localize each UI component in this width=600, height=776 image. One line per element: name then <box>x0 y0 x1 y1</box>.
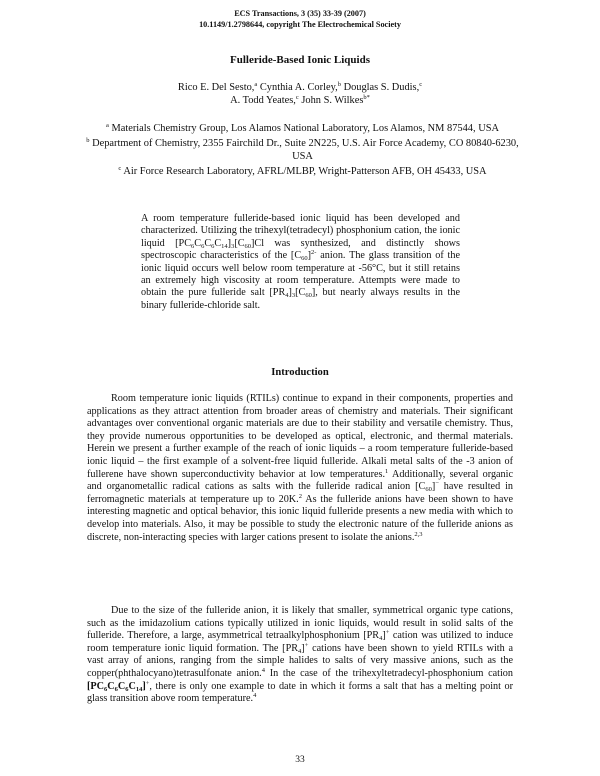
paragraph-text: , there is only one example to date in which it forms a salt that has a melting point or glass transition above room temperature. <box>87 680 513 705</box>
subscript: 60 <box>425 486 432 494</box>
affiliation-mark: c <box>118 165 122 172</box>
affiliation-mark: b <box>337 81 341 88</box>
author-name: A. Todd Yeates, <box>230 95 296 106</box>
author-name: Rico E. Del Sesto, <box>177 82 255 93</box>
subscript: 3 <box>231 242 235 250</box>
superscript: + <box>385 629 390 637</box>
page-number: 33 <box>295 755 305 765</box>
paragraph-text: As the fulleride anions have been shown to have interesting magnetic and optical behavior, this ionic liquid fulleride presents a new media with which to develop into materials. Also, it may be possible to study the electronic nature of the fulleride anions as discrete, non-interacting species with larger cations present to isolate the anions. <box>87 493 513 543</box>
affiliation-mark: b <box>86 137 90 144</box>
affiliation-mark: c <box>419 81 423 88</box>
formula-bold <box>87 681 146 692</box>
formula-text: C <box>117 680 126 692</box>
body-paragraph-1 <box>87 393 513 544</box>
abstract-text: C <box>194 237 202 249</box>
subscript: 4 <box>285 292 289 300</box>
citation-ref: 1 <box>385 467 389 475</box>
paragraph-text: Additionally, several organic and organometallic radical cations as salts with the fulleride radical anion [C <box>87 468 514 493</box>
subscript: 6 <box>103 685 108 693</box>
journal-header <box>0 9 600 30</box>
paragraph-text: have resulted in ferromagnetic materials at temperature up to 20K. <box>87 481 513 505</box>
subscript: 3 <box>291 292 296 300</box>
abstract-text: C <box>214 237 222 249</box>
author-list <box>0 81 600 107</box>
doi-copyright: 10.1149/1.2798644, copyright The Electrochemical Society <box>199 19 401 29</box>
affiliation-mark: c <box>295 94 299 101</box>
subscript: 60 <box>305 292 312 300</box>
section-heading: Introduction <box>271 367 329 378</box>
affiliation-mark: a <box>106 122 109 129</box>
affiliation-item <box>85 137 520 163</box>
subscript: 6 <box>211 242 215 250</box>
abstract-text: ]Cl was synthesized, and distinctly shows spectroscopic characteristics of the [C <box>141 237 460 262</box>
paragraph-text: ] <box>382 630 386 642</box>
subscript: 14 <box>221 242 228 250</box>
citation-ref: 2 <box>298 492 302 500</box>
formula-text: C <box>128 680 136 692</box>
paragraph-text: Due to the size of the fulleride anion, it is likely that smaller, symmetrical organic type cations, such as the imidazolium cations typically utilized in ionic liquids, would result in solid salts of the fulleride. Therefore, a large, asymmetrical tetraalkylphosphonium [PR <box>87 605 513 642</box>
superscript: − <box>435 480 439 488</box>
affiliation-mark: b <box>363 94 367 101</box>
paragraph-text: ] <box>431 481 436 493</box>
abstract <box>141 213 460 312</box>
subscript: 6 <box>201 242 205 250</box>
author-line-1 <box>0 81 600 94</box>
affiliation-list <box>85 122 520 180</box>
subscript: 4 <box>298 647 302 655</box>
author-line-2 <box>0 94 600 107</box>
subscript: 14 <box>135 685 143 693</box>
journal-citation: ECS Transactions, 3 (35) 33-39 (2007) <box>234 9 366 18</box>
body-paragraph-2 <box>87 605 513 706</box>
subscript: 4 <box>379 635 383 643</box>
superscript: 2- <box>311 249 317 257</box>
paragraph-text: Room temperature ionic liquids (RTILs) continue to expand in their components, properties and applications as they attract attention from broader areas of chemistry and materials. Their significant advantages over conventional organic materials are due to their stability and versatile chemistry. Thus, they provide numerous opportunities to be developed as optical, electronic, and thermal materials. Herein we present a further example of the reach of ionic liquids – a room temperature fulleride-based ionic liquid – the first example of a solvent-free liquid fulleride. Alkali metal salts of the -3 anion of fullerene have shown superconductivity behavior at low temperatures. <box>87 393 513 480</box>
subscript: 60 <box>244 242 251 250</box>
superscript: + <box>145 679 150 687</box>
formula-text: C <box>107 680 115 692</box>
paper-title: Fulleride-Based Ionic Liquids <box>230 54 370 66</box>
abstract-text: [C <box>234 237 245 249</box>
author-name: John S. Wilkes <box>298 95 364 106</box>
paragraph-text: ] <box>301 642 305 654</box>
citation-ref: 4 <box>253 692 257 700</box>
affiliation-item <box>85 122 520 135</box>
abstract-text: ] <box>288 287 292 299</box>
formula-text: [PC <box>87 680 104 692</box>
corresponding-author-mark: * <box>366 94 370 101</box>
subscript: 6 <box>191 242 195 250</box>
citation-ref: 4 <box>261 666 265 674</box>
subscript: 60 <box>301 255 308 263</box>
affiliation-mark: a <box>254 81 258 88</box>
abstract-text: A room temperature fulleride-based ionic liquid has been developed and characterized. Utilizing the trihexyl(tetradecyl) phosphonium cation, the ionic liquid [PC <box>141 213 460 249</box>
paragraph-text: cations have been shown to yield RTILs with a vast array of anions, ranging from the simple halides to salts of very massive anions, such as the copper(phthalocyano)tetrasulfonate anion. <box>87 642 513 679</box>
abstract-text: anion. The glass transition of the ionic liquid occurs well below room temperature at -56°C, but it still retains an extremely high viscosity at room temperature. Attempts were made to obtain the pure fulleride salt [PR <box>141 250 461 299</box>
abstract-text: [C <box>295 287 306 299</box>
affiliation-text: Materials Chemistry Group, Los Alamos National Laboratory, Los Alamos, NM 87544, USA <box>108 123 499 134</box>
citation-ref: 2,3 <box>414 530 423 538</box>
affiliation-text: Air Force Research Laboratory, AFRL/MLBP, Wright-Patterson AFB, OH 45433, USA <box>121 166 487 177</box>
author-name: Cynthia A. Corley, <box>257 82 338 93</box>
affiliation-text: Department of Chemistry, 2355 Fairchild Dr., Suite 2N225, U.S. Air Force Academy, CO 80840-6230, USA <box>89 138 519 162</box>
abstract-text: C <box>204 237 212 249</box>
affiliation-item <box>85 165 520 178</box>
formula-text: ] <box>142 680 146 692</box>
abstract-text: ] <box>307 250 312 262</box>
subscript: 6 <box>125 685 129 693</box>
paragraph-text: cation was utilized to induce room temperature ionic liquid formation. The [PR <box>87 630 513 654</box>
author-name: Douglas S. Dudis, <box>340 82 420 93</box>
paragraph-text: In the case of the trihexyltetradecyl-phosphonium cation <box>264 667 513 679</box>
superscript: + <box>304 641 309 649</box>
abstract-text: ], but nearly always results in the binary fulleride-chloride salt. <box>141 287 460 311</box>
abstract-text: ] <box>227 237 232 249</box>
subscript: 6 <box>114 685 118 693</box>
